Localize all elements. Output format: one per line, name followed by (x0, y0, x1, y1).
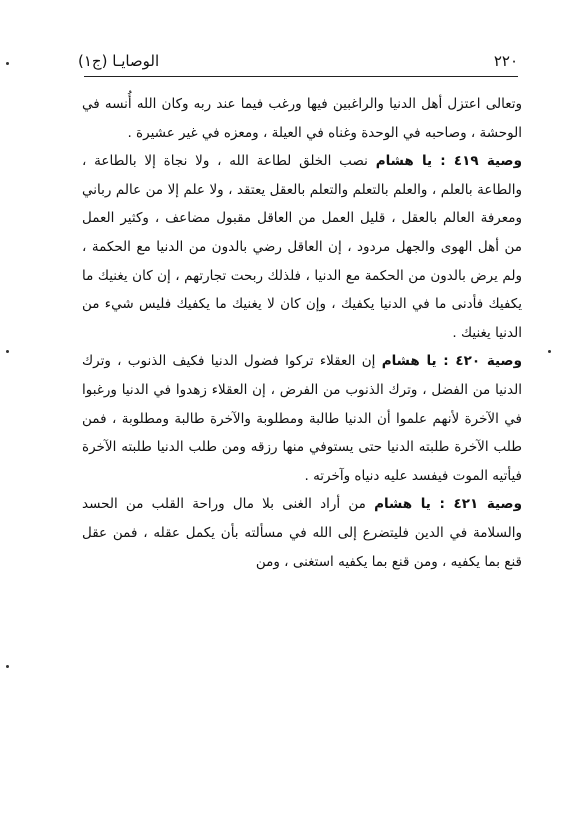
page-body (82, 90, 522, 576)
paragraph (82, 347, 522, 490)
header-rule (84, 76, 518, 77)
paragraph (82, 90, 522, 147)
page-number: ٢٢٠ (493, 52, 518, 70)
running-title: الوصايـا (ج١) (78, 52, 160, 70)
scan-speck (548, 350, 551, 353)
scan-speck (6, 350, 9, 353)
paragraph-text: وتعالى اعتزل أهل الدنيا والراغبين فيها ورغب فيما عند ربه وكان الله أُنسه في الوحشة ، وصاحبه في الوحدة وغناه في العيلة ، ومعزه في غير عشيرة . (82, 96, 522, 141)
page-header (78, 50, 518, 72)
paragraph-lead: وصية ٤٢٠ : يا هشام (381, 353, 522, 370)
paragraph-text: إن العقلاء تركوا فضول الدنيا فكيف الذنوب ، وترك الدنيا من الفضل ، وترك الذنوب من الفرض ، إن العقلاء زهدوا في الدنيا ورغبوا في الآخرة لأنهم علموا أن الدنيا طالبة ومطلوبة والآخرة طالبة ومطلوبة ، فمن طلب الآخرة طلبته الدنيا حتى يستوفي منها رزقه ومن طلب الدنيا طلبته الآخرة فيأتيه الموت فيفسد عليه دنياه وآخرته . (82, 353, 522, 484)
scan-speck (6, 62, 9, 65)
paragraph (82, 147, 522, 347)
scan-speck (6, 665, 9, 668)
paragraph-text: نصب الخلق لطاعة الله ، ولا نجاة إلا بالطاعة ، والطاعة بالعلم ، والعلم بالتعلم والتعلم بالعقل يعتقد ، ولا علم إلا من عالم رباني ومعرفة العالم بالعقل ، قليل العمل من العاقل مقبول مضاعف ، وكثير العمل من أهل الهوى والجهل مردود ، إن العاقل رضي بالدون من الدنيا مع الحكمة ، ولم يرض بالدون من الحكمة مع الدنيا ، فلذلك ربحت تجارتهم ، إن كان يغنيك ما يكفيك فأدنى ما في الدنيا يكفيك ، وإن كان لا يغنيك ما يكفيك فليس شيء من الدنيا يغنيك . (82, 153, 522, 341)
paragraph-text: من أراد الغنى بلا مال وراحة القلب من الحسد والسلامة في الدين فليتضرع إلى الله في مسألته بأن يكمل عقله ، فمن عقل قنع بما يكفيه ، ومن قنع بما يكفيه استغنى ، ومن (82, 496, 522, 570)
paragraph (82, 490, 522, 576)
paragraph-lead: وصية ٤٢١ : يا هشام (374, 496, 522, 513)
paragraph-lead: وصية ٤١٩ : يا هشام (375, 153, 522, 170)
